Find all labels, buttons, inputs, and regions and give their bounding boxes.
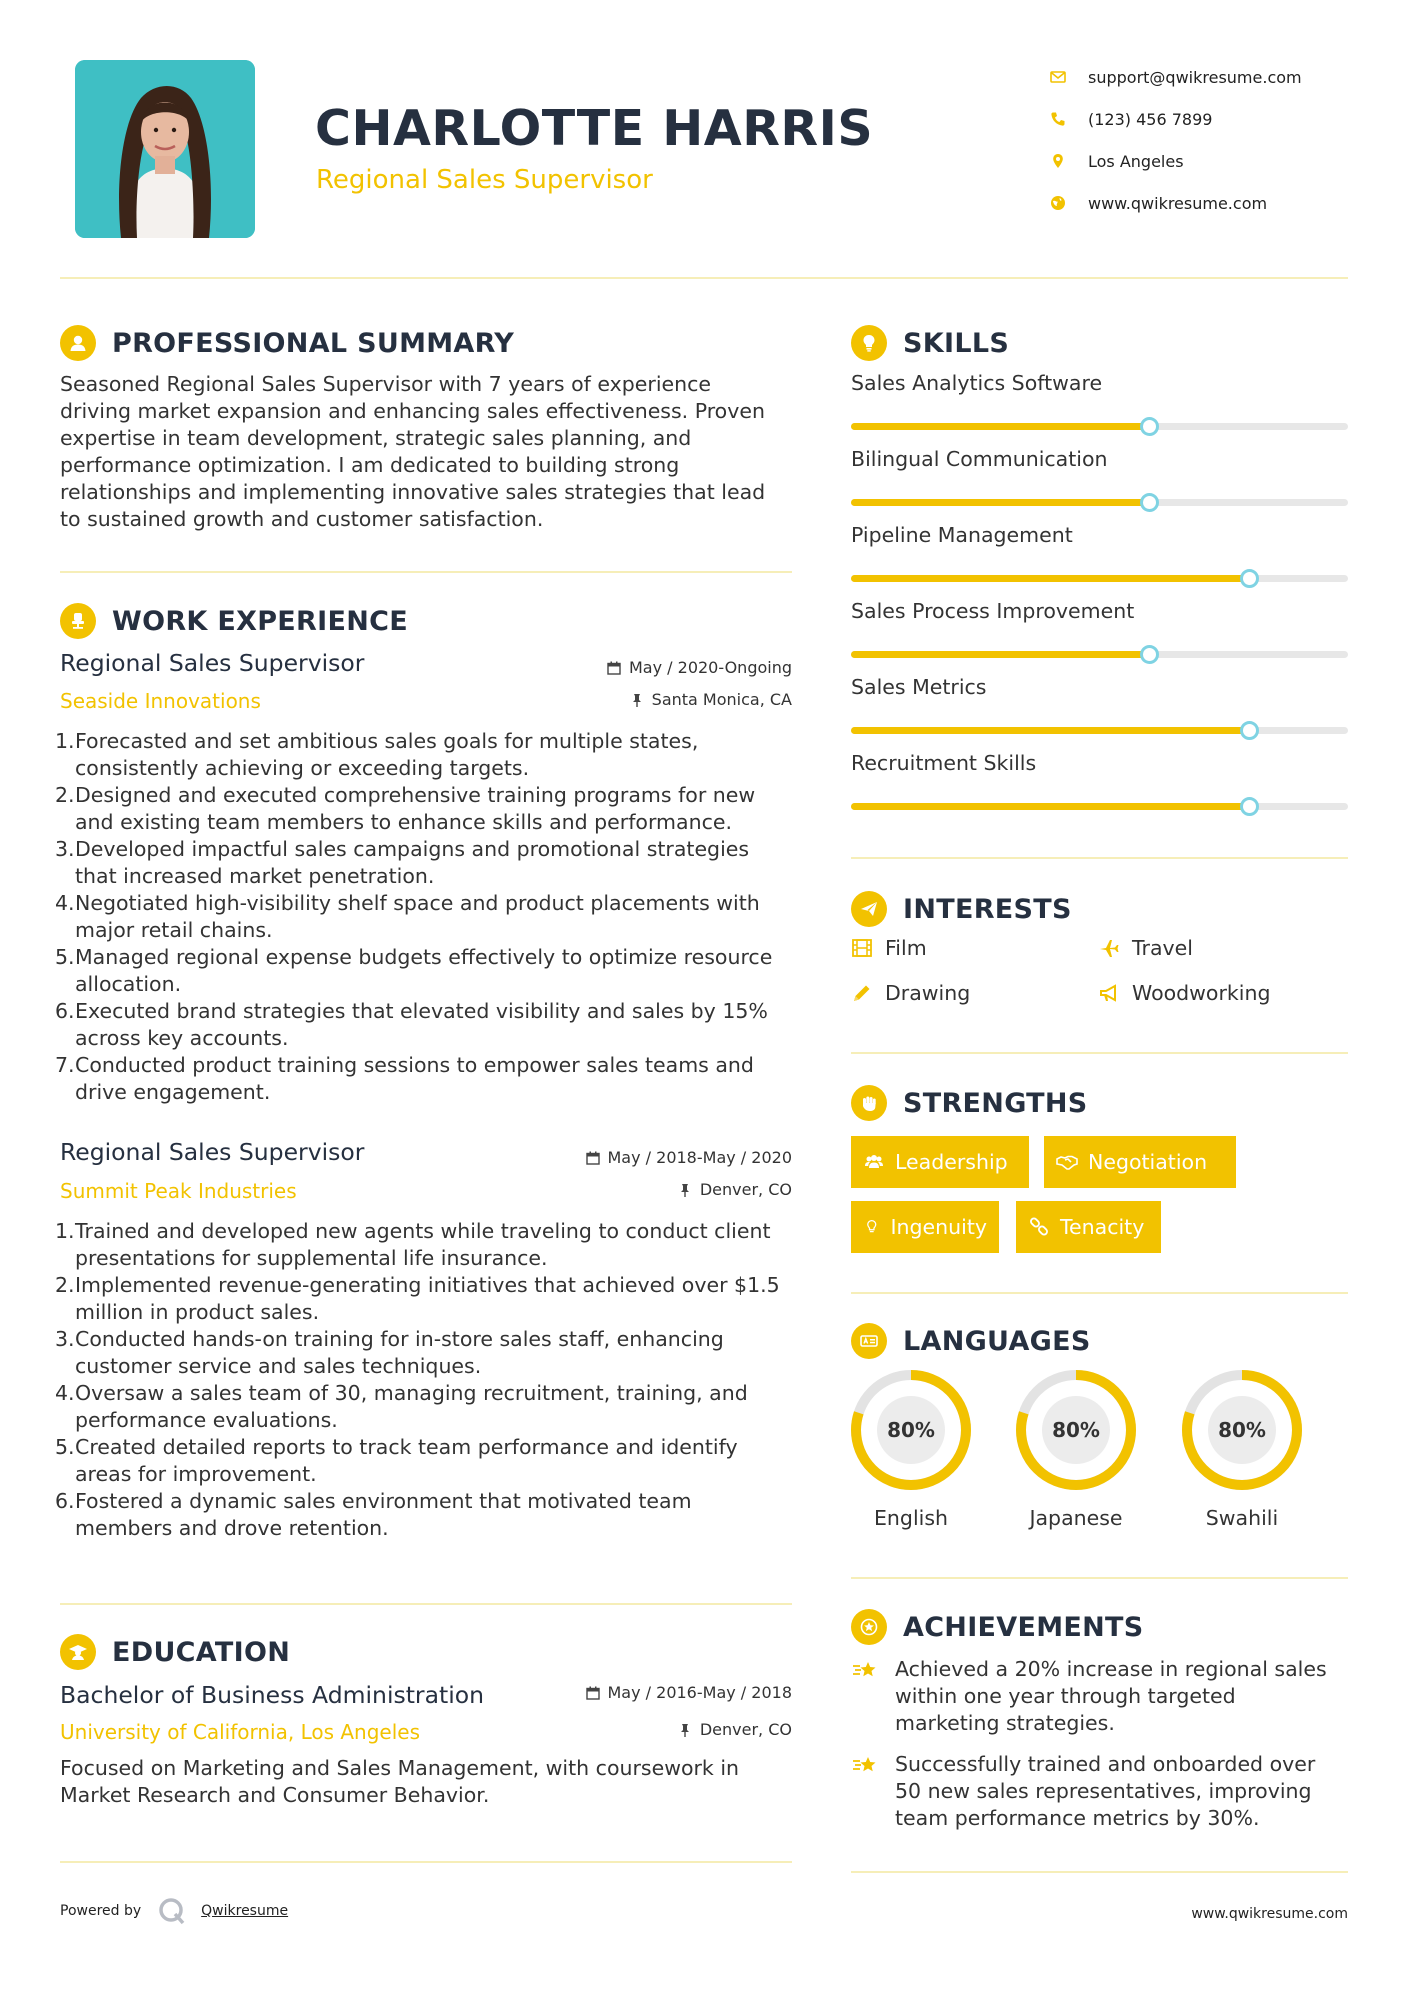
calendar-icon [586, 1151, 600, 1165]
lightbulb-icon [863, 1216, 880, 1238]
handshake-icon [1056, 1151, 1078, 1173]
education-date-text: May / 2016-May / 2018 [607, 1683, 792, 1702]
contact-website-text[interactable]: www.qwikresume.com [1088, 193, 1268, 213]
education-description [60, 1755, 800, 1809]
summary-line: expertise in team development, strategic sales planning, and [60, 426, 692, 450]
list-item: 6. Fostered a dynamic sales environment that motivated team members and drove retention. [55, 1489, 692, 1540]
brand-link[interactable]: Qwikresume [201, 1903, 289, 1919]
phone-icon [1050, 109, 1088, 129]
chair-icon [60, 603, 96, 639]
skill-bar-track [851, 803, 1348, 810]
skill-level-handle [1240, 569, 1259, 588]
footer-site-link[interactable]: www.qwikresume.com [1191, 1906, 1348, 1922]
interest-item-film [851, 936, 927, 960]
strengths-heading-text: STRENGTHS [903, 1087, 1088, 1119]
job-date-text: May / 2018-May / 2020 [607, 1148, 792, 1167]
job-title: Regional Sales Supervisor [60, 1138, 365, 1166]
achievement-text: Achieved a 20% increase in regional sales within one year through targeted marketing strategies. [895, 1657, 1327, 1735]
list-item: 1. Trained and developed new agents while traveling to conduct client presentations for supplemental life insurance. [55, 1219, 771, 1270]
skill-bar-track [851, 651, 1348, 658]
interest-item-drawing [851, 981, 970, 1005]
skill-item [851, 599, 1348, 627]
contact-email-text[interactable]: support@qwikresume.com [1088, 67, 1302, 87]
language-item-swahili [1180, 1368, 1304, 1530]
language-item-english [849, 1368, 973, 1530]
job-company: Summit Peak Industries [60, 1179, 297, 1203]
interest-item-travel [1098, 936, 1193, 960]
strength-tag-negotiation [1044, 1136, 1236, 1188]
list-item: 5. Managed regional expense budgets effectively to optimize resource allocation. [55, 945, 773, 996]
interest-label: Film [885, 936, 927, 960]
users-icon [863, 1151, 885, 1173]
achievement-item [851, 1751, 1348, 1832]
skill-label: Sales Process Improvement [851, 599, 1135, 623]
language-card-icon [851, 1323, 887, 1359]
list-item: 2. Designed and executed comprehensive training programs for new and existing team members to enhance skills and performance. [55, 783, 756, 834]
list-item: 4. Oversaw a sales team of 30, managing recruitment, training, and performance evaluations. [55, 1381, 748, 1432]
list-item: 4. Negotiated high-visibility shelf space and product placements with major retail chains. [55, 891, 760, 942]
achievement-text: Successfully trained and onboarded over 50 new sales representatives, improving team performance metrics by 30%. [895, 1752, 1316, 1830]
job-title: Regional Sales Supervisor [60, 649, 365, 677]
skill-level-handle [1140, 417, 1159, 436]
candidate-title: Regional Sales Supervisor [316, 165, 653, 195]
interest-label: Woodworking [1132, 981, 1271, 1005]
lightbulb-icon [851, 325, 887, 361]
skill-level-handle [1140, 645, 1159, 664]
strength-label: Leadership [895, 1150, 1008, 1174]
pushpin-icon [630, 693, 644, 707]
job-location-text: Santa Monica, CA [651, 690, 792, 709]
skill-label: Recruitment Skills [851, 751, 1037, 775]
job-location [520, 1180, 792, 1199]
strength-tag-tenacity [1016, 1201, 1161, 1253]
contact-phone [1050, 98, 1380, 140]
achievements-divider [851, 1871, 1348, 1873]
languages-heading [851, 1323, 1091, 1359]
qwikresume-logo-icon [157, 1896, 187, 1926]
candidate-name: CHARLOTTE HARRIS [315, 100, 874, 157]
contact-location [1050, 140, 1380, 182]
skill-bar-fill [851, 575, 1249, 582]
plane-icon [1098, 937, 1120, 959]
list-item: 7. Conducted product training sessions to empower sales teams and drive engagement. [55, 1053, 754, 1104]
summary-heading-text: PROFESSIONAL SUMMARY [112, 327, 515, 359]
contact-location-text: Los Angeles [1088, 151, 1184, 171]
graduate-icon [60, 1634, 96, 1670]
list-item: 5. Created detailed reports to track team performance and identify areas for improvement. [55, 1435, 738, 1486]
skill-label: Pipeline Management [851, 523, 1073, 547]
skill-item [851, 523, 1348, 551]
education-date [520, 1683, 792, 1702]
calendar-icon [607, 661, 621, 675]
experience-heading-text: WORK EXPERIENCE [112, 605, 408, 637]
skill-bar-track [851, 423, 1348, 430]
skill-label: Bilingual Communication [851, 447, 1108, 471]
summary-line: to sustained growth and customer satisfaction. [60, 507, 544, 531]
skill-level-handle [1240, 797, 1259, 816]
summary-heading [60, 325, 514, 361]
skills-heading-text: SKILLS [903, 327, 1010, 359]
skill-item [851, 371, 1348, 399]
skill-bar-fill [851, 803, 1249, 810]
user-icon [60, 325, 96, 361]
job-company: Seaside Innovations [60, 689, 261, 713]
language-name: English [873, 1506, 949, 1530]
interest-item-woodworking [1098, 981, 1270, 1005]
pushpin-icon [678, 1723, 692, 1737]
contact-phone-text: (123) 456 7899 [1088, 109, 1213, 129]
list-item: 6. Executed brand strategies that elevated visibility and sales by 15% across key accounts. [55, 999, 768, 1050]
job-location-text: Denver, CO [699, 1180, 792, 1199]
interest-label: Drawing [885, 981, 971, 1005]
skill-label: Sales Metrics [851, 675, 987, 699]
summary-divider [60, 571, 792, 573]
interests-heading [851, 891, 1072, 927]
languages-heading-text: LANGUAGES [903, 1325, 1091, 1357]
skill-level-handle [1140, 493, 1159, 512]
strength-tag-leadership [851, 1136, 1029, 1188]
education-location [520, 1720, 792, 1739]
skill-bar-track [851, 727, 1348, 734]
strength-label: Tenacity [1060, 1215, 1145, 1239]
experience-divider [60, 1603, 792, 1605]
strengths-heading [851, 1085, 1088, 1121]
education-heading-text: EDUCATION [112, 1636, 291, 1668]
profile-photo [75, 60, 255, 238]
bullhorn-icon [1098, 982, 1120, 1004]
achievement-item [851, 1656, 1348, 1737]
fist-icon [851, 1085, 887, 1121]
achievements-heading [851, 1609, 1144, 1645]
language-name: Swahili [1205, 1506, 1279, 1530]
calendar-icon [586, 1686, 600, 1700]
language-item-japanese [1014, 1368, 1138, 1530]
link-icon [1028, 1216, 1050, 1238]
skill-bar-track [851, 499, 1348, 506]
strength-label: Ingenuity [890, 1215, 987, 1239]
contact-email[interactable] [1050, 56, 1380, 98]
skill-label: Sales Analytics Software [851, 371, 1103, 395]
skill-level-handle [1240, 721, 1259, 740]
education-line: Market Research and Consumer Behavior. [60, 1783, 490, 1807]
summary-line: relationships and implementing innovative sales strategies that lead [60, 480, 766, 504]
strength-label: Negotiation [1088, 1150, 1208, 1174]
job-date [520, 658, 792, 677]
map-pin-icon [1050, 151, 1088, 171]
footer-powered-by [60, 1896, 288, 1926]
achievements-heading-text: ACHIEVEMENTS [903, 1611, 1144, 1643]
skill-bar-fill [851, 423, 1149, 430]
job-responsibilities [55, 1218, 800, 1542]
degree-title: Bachelor of Business Administration [60, 1681, 485, 1709]
list-item: 2. Implemented revenue-generating initiatives that achieved over $1.5 million in product sales. [55, 1273, 780, 1324]
contact-website[interactable] [1050, 182, 1380, 224]
paper-plane-icon [851, 891, 887, 927]
film-icon [851, 937, 873, 959]
skill-bar-fill [851, 727, 1249, 734]
powered-by-label: Powered by [60, 1903, 142, 1919]
language-percent: 80% [1218, 1418, 1266, 1442]
summary-line: Seasoned Regional Sales Supervisor with 7 years of experience [60, 372, 712, 396]
list-item: 3. Conducted hands-on training for in-store sales staff, enhancing customer service and sales techniques. [55, 1327, 724, 1378]
list-item: 3. Developed impactful sales campaigns and promotional strategies that increased market penetration. [55, 837, 750, 888]
skills-divider [851, 857, 1348, 859]
interest-label: Travel [1132, 936, 1193, 960]
summary-line: performance optimization. I am dedicated to building strong [60, 453, 680, 477]
portrait-illustration [75, 60, 255, 238]
skill-bar-track [851, 575, 1348, 582]
education-heading [60, 1634, 290, 1670]
job-responsibilities [55, 728, 800, 1106]
shooting-star-icon [851, 1656, 881, 1686]
interests-heading-text: INTERESTS [903, 893, 1072, 925]
job-date-text: May / 2020-Ongoing [629, 658, 792, 677]
job-location [520, 690, 792, 709]
language-name: Japanese [1029, 1506, 1123, 1530]
skills-heading [851, 325, 1009, 361]
education-location-text: Denver, CO [699, 1720, 792, 1739]
list-item: 1. Forecasted and set ambitious sales goals for multiple states, consistently achieving or exceeding targets. [55, 729, 699, 780]
skill-item [851, 447, 1348, 475]
header-divider [60, 277, 1348, 279]
job-date [520, 1148, 792, 1167]
pushpin-icon [678, 1183, 692, 1197]
star-medal-icon [851, 1609, 887, 1645]
languages-divider [851, 1577, 1348, 1579]
skill-item [851, 751, 1348, 779]
summary-line: driving market expansion and enhancing sales effectiveness. Proven [60, 399, 765, 423]
education-divider [60, 1861, 792, 1863]
interests-divider [851, 1052, 1348, 1054]
strength-tag-ingenuity [851, 1201, 999, 1253]
skill-bar-fill [851, 651, 1149, 658]
education-line: Focused on Marketing and Sales Management, with coursework in [60, 1756, 740, 1780]
school-name: University of California, Los Angeles [60, 1720, 421, 1744]
summary-text [60, 371, 800, 533]
strengths-divider [851, 1292, 1348, 1294]
shooting-star-icon [851, 1751, 881, 1781]
language-percent: 80% [1052, 1418, 1100, 1442]
skill-item [851, 675, 1348, 703]
globe-icon [1050, 193, 1088, 213]
contact-list [1050, 56, 1380, 224]
skill-bar-fill [851, 499, 1149, 506]
language-percent: 80% [887, 1418, 935, 1442]
pencil-icon [851, 982, 873, 1004]
envelope-icon [1050, 67, 1088, 87]
experience-heading [60, 603, 408, 639]
